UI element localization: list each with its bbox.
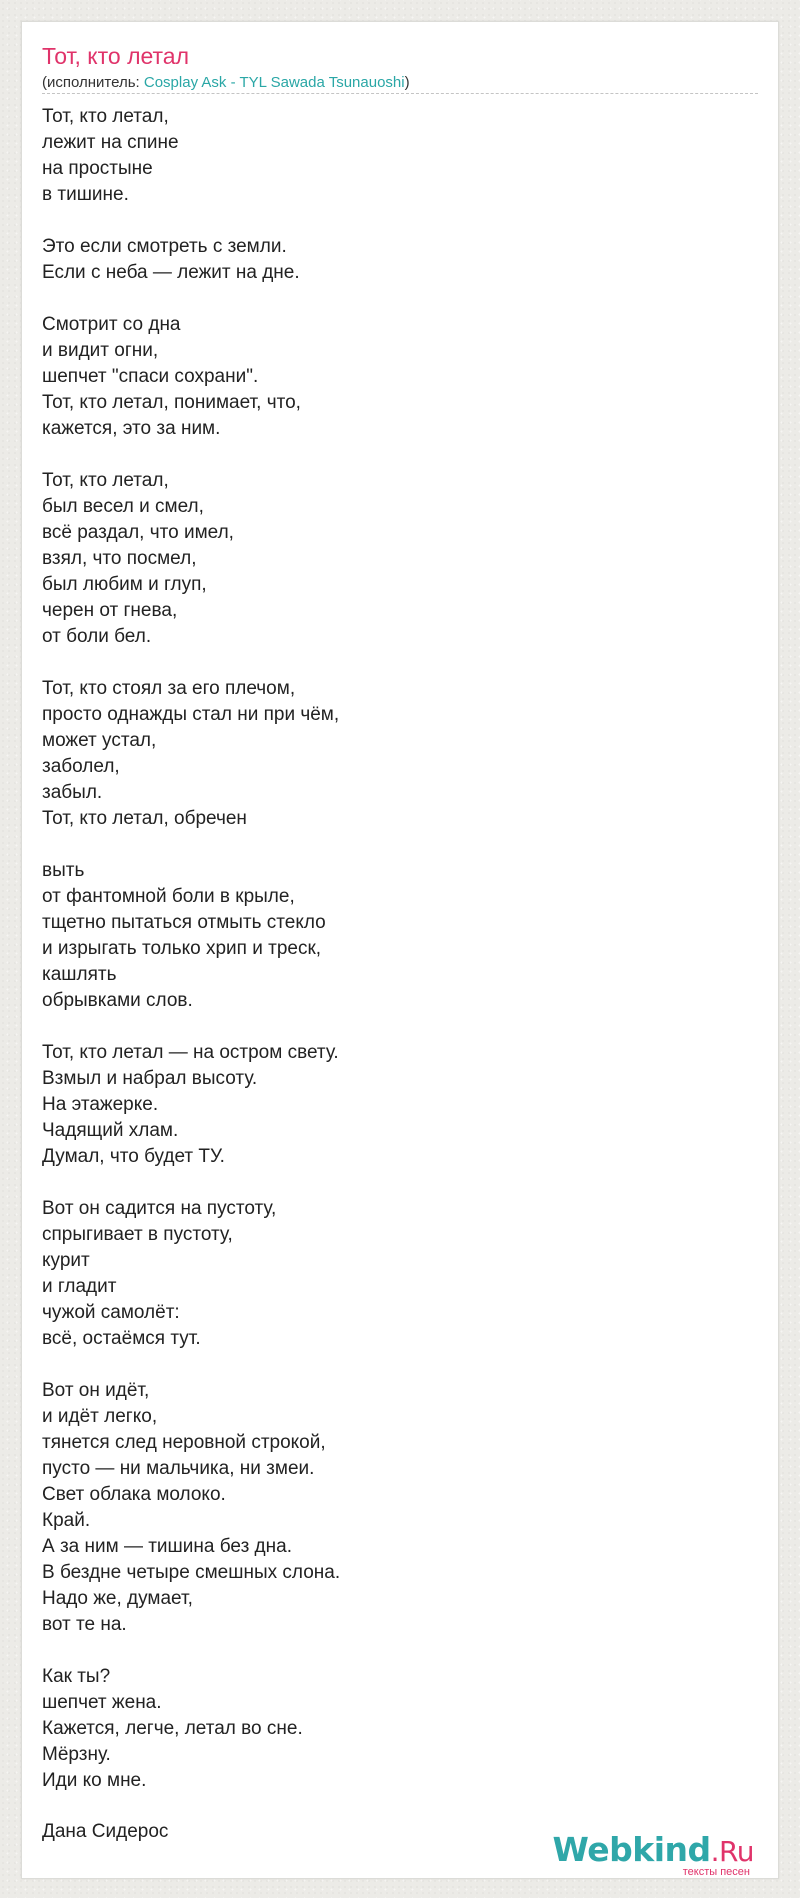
lyrics-line: на простыне xyxy=(42,158,153,179)
song-title: Тот, кто летал xyxy=(42,43,190,69)
lyrics-author: Дана Сидерос xyxy=(42,1821,169,1842)
lyrics-line: и видит огни, xyxy=(42,340,159,361)
lyrics-line: Это если смотреть с земли. xyxy=(42,236,287,257)
lyrics-line: всё, остаёмся тут. xyxy=(42,1328,201,1349)
logo-wordmark: Webkind xyxy=(552,1830,711,1869)
lyrics-line: Вот он садится на пустоту, xyxy=(42,1198,277,1219)
logo-tld: .Ru xyxy=(710,1835,754,1868)
lyrics-line: шепчет "спаси сохрани". xyxy=(42,366,259,387)
lyrics-line: кашлять xyxy=(42,964,117,985)
lyrics-line: В бездне четыре смешных слона. xyxy=(42,1562,341,1583)
lyrics-line: шепчет жена. xyxy=(42,1692,162,1713)
lyrics-verse xyxy=(42,858,340,1014)
lyrics-line: может устал, xyxy=(42,730,157,751)
logo-tagline: тексты песен xyxy=(682,1866,750,1878)
lyrics-line: пусто — ни мальчика, ни змеи. xyxy=(42,1458,315,1479)
lyrics-verse xyxy=(42,1378,340,1638)
lyrics-line: Как ты? xyxy=(42,1666,111,1687)
lyrics-line: Тот, кто летал — на остром свету. xyxy=(42,1042,339,1063)
lyrics-line: тщетно пытаться отмыть стекло xyxy=(42,912,326,933)
dotted-divider xyxy=(42,93,758,94)
lyrics-line: Свет облака молоко. xyxy=(42,1484,226,1505)
lyrics-line: кажется, это за ним. xyxy=(42,418,221,439)
lyrics-line: от фантомной боли в крыле, xyxy=(42,886,295,907)
lyrics-line: вот те на. xyxy=(42,1614,127,1635)
lyrics-line: тянется след неровной строкой, xyxy=(42,1432,326,1453)
lyrics-line: Тот, кто стоял за его плечом, xyxy=(42,678,296,699)
lyrics-line: Тот, кто летал, xyxy=(42,470,169,491)
lyrics-line: чужой самолёт: xyxy=(42,1302,180,1323)
lyrics-line: и гладит xyxy=(42,1276,117,1297)
lyrics-verse xyxy=(42,312,340,442)
lyrics-line: Смотрит со дна xyxy=(42,314,181,335)
lyrics-line: черен от гнева, xyxy=(42,600,178,621)
lyrics-line: лежит на спине xyxy=(42,132,179,153)
lyrics-card xyxy=(21,21,779,1879)
lyrics-line: просто однажды стал ни при чём, xyxy=(42,704,340,725)
lyrics-verse xyxy=(42,468,340,650)
lyrics-line: был любим и глуп, xyxy=(42,574,207,595)
lyrics-line: заболел, xyxy=(42,756,120,777)
site-logo[interactable] xyxy=(552,1830,754,1878)
lyrics-verse xyxy=(42,1664,340,1794)
lyrics-line: Если с неба — лежит на дне. xyxy=(42,262,300,283)
lyrics-line: Думал, что будет ТУ. xyxy=(42,1146,225,1167)
lyrics-line: Тот, кто летал, xyxy=(42,106,169,127)
lyrics-line: был весел и смел, xyxy=(42,496,204,517)
lyrics-line: Кажется, легче, летал во сне. xyxy=(42,1718,303,1739)
lyrics-verse xyxy=(42,1040,340,1170)
lyrics-line: Вот он идёт, xyxy=(42,1380,150,1401)
lyrics-line: спрыгивает в пустоту, xyxy=(42,1224,233,1245)
lyrics-line: курит xyxy=(42,1250,90,1271)
lyrics-line: Тот, кто летал, понимает, что, xyxy=(42,392,301,413)
lyrics-line: в тишине. xyxy=(42,184,129,205)
lyrics-line: Тот, кто летал, обречен xyxy=(42,808,247,829)
lyrics-line: На этажерке. xyxy=(42,1094,159,1115)
lyrics-line: Взмыл и набрал высоту. xyxy=(42,1068,258,1089)
lyrics-verse xyxy=(42,676,340,832)
lyrics-verse xyxy=(42,234,340,286)
lyrics-line: А за ним — тишина без дна. xyxy=(42,1536,292,1557)
lyrics-line: и идёт легко, xyxy=(42,1406,158,1427)
artist-line xyxy=(42,73,410,93)
lyrics-line: обрывками слов. xyxy=(42,990,193,1011)
lyrics-line: Чадящий хлам. xyxy=(42,1120,179,1141)
lyrics-line: Иди ко мне. xyxy=(42,1770,147,1791)
lyrics-line: Надо же, думает, xyxy=(42,1588,193,1609)
artist-suffix: ) xyxy=(404,74,410,91)
artist-prefix: (исполнитель: xyxy=(42,74,144,91)
lyrics-line: Мёрзну. xyxy=(42,1744,111,1765)
lyrics-line: взял, что посмел, xyxy=(42,548,197,569)
lyrics-verse xyxy=(42,104,340,208)
lyrics-line: всё раздал, что имел, xyxy=(42,522,234,543)
lyrics-line: Край. xyxy=(42,1510,91,1531)
artist-link[interactable]: Cosplay Ask - TYL Sawada Tsunauoshi xyxy=(143,74,405,91)
lyrics-line: от боли бел. xyxy=(42,626,152,647)
lyrics-line: забыл. xyxy=(42,782,103,803)
lyrics-text xyxy=(42,104,340,1820)
lyrics-line: выть xyxy=(42,860,85,881)
lyrics-verse xyxy=(42,1196,340,1352)
lyrics-line: и изрыгать только хрип и треск, xyxy=(42,938,322,959)
